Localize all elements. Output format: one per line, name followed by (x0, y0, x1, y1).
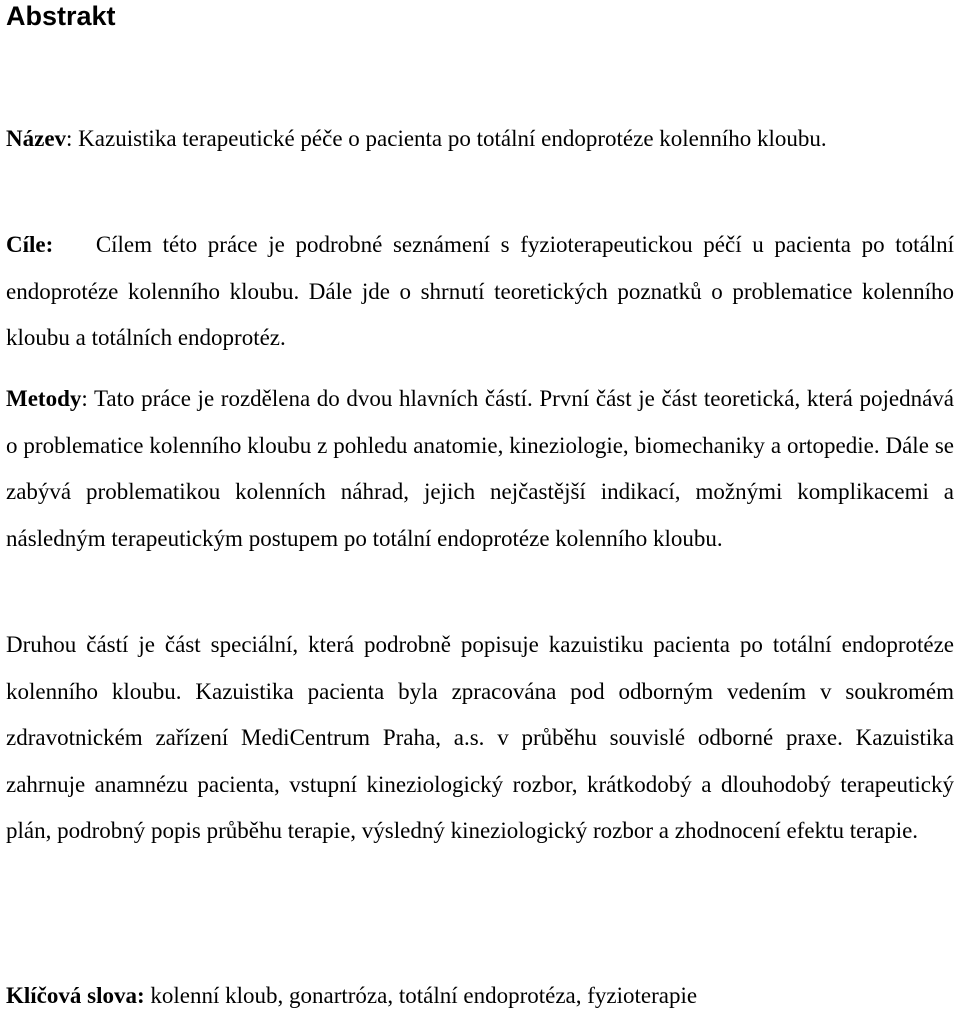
keywords-paragraph (6, 973, 954, 1019)
methods-label: Metody (6, 386, 82, 411)
keywords-text: kolenní kloub, gonartróza, totální endoprotéza, fyzioterapie (150, 983, 698, 1008)
title-separator: : (66, 126, 73, 151)
keywords-label: Klíčová slova: (6, 983, 145, 1008)
methods-paragraph (6, 376, 954, 562)
title-text: Kazuistika terapeutické péče o pacienta po totální endoprotéze kolenního kloubu. (78, 126, 827, 151)
methods-text: Tato práce je rozdělena do dvou hlavních částí. První část je část teoretická, která pojednává o problematice kolenního kloubu z pohledu anatomie, kineziologie, biomechaniky a ortopedie. Dále se zabývá problematikou kolenních náhrad, jejich nejčastější indikací, možnými komplikacemi a následným terapeutickým postupem po totální endoprotéze kolenního kloubu. (6, 386, 954, 551)
abstract-heading: Abstrakt (6, 1, 116, 31)
document-page (6, 0, 955, 1008)
title-label: Název (6, 126, 67, 151)
goals-paragraph (6, 222, 954, 362)
goals-label: Cíle: (6, 232, 54, 257)
second-part-paragraph: Druhou částí je část speciální, která podrobně popisuje kazuistiku pacienta po totální endoprotéze kolenního kloubu. Kazuistika pacienta byla zpracována pod odborným vedením v soukromém zdravotnickém zařízení MediCentrum Praha, a.s. v průběhu souvislé odborné praxe. Kazuistika zahrnuje anamnézu pacienta, vstupní kineziologický rozbor, krátkodobý a dlouhodobý terapeutický plán, podrobný popis průběhu terapie, výsledný kineziologický rozbor a zhodnocení efektu terapie. (6, 632, 954, 843)
title-paragraph (6, 116, 954, 163)
goals-text: Cílem této práce je podrobné seznámení s fyzioterapeutickou péčí u pacienta po totální endoprotéze kolenního kloubu. Dále jde o shrnutí teoretických poznatků o problematice kolenního kloubu a totálních endoprotéz. (6, 232, 955, 350)
methods-separator: : (81, 386, 88, 411)
